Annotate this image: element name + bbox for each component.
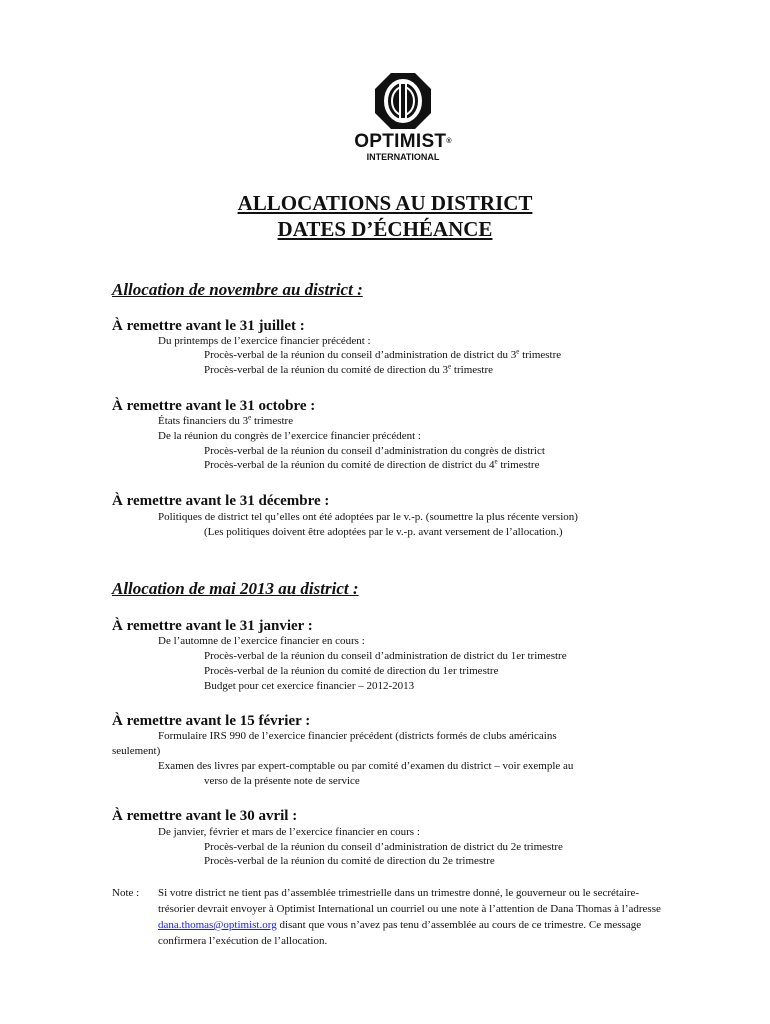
note-label: Note : — [112, 887, 140, 899]
list-line: Budget pour cet exercice financier – 2012-2013 — [204, 680, 415, 692]
optimist-logo — [348, 72, 458, 164]
list-line: Procès-verbal de la réunion du comité de direction du 1er trimestre — [204, 665, 499, 677]
optimist-emblem-icon — [374, 72, 432, 130]
logo-subtitle: INTERNATIONAL — [366, 152, 440, 162]
list-line: Procès-verbal de la réunion du comité de direction du 3e trimestre — [204, 362, 494, 376]
list-line: verso de la présente note de service — [204, 775, 360, 787]
list-line: Examen des livres par expert-comptable ou par comité d’examen du district – voir exemple au — [158, 760, 574, 772]
list-line: États financiers du 3e trimestre — [158, 413, 294, 427]
list-line: De la réunion du congrès de l’exercice financier précédent : — [158, 430, 421, 442]
list-line: Formulaire IRS 990 de l’exercice financier précédent (districts formés de clubs américains — [158, 730, 557, 742]
list-line: Procès-verbal de la réunion du conseil d’administration de district du 3e trimestre — [204, 347, 562, 361]
due-heading: À remettre avant le 31 janvier : — [112, 618, 313, 634]
list-line: Du printemps de l’exercice financier précédent : — [158, 335, 371, 347]
list-line: De janvier, février et mars de l’exercice financier en cours : — [158, 826, 420, 838]
logo-wordmark: OPTIMIST® — [354, 131, 452, 152]
list-line: De l’automne de l’exercice financier en cours : — [158, 635, 365, 647]
list-line: Procès-verbal de la réunion du conseil d’administration du congrès de district — [204, 445, 545, 457]
due-heading: À remettre avant le 31 juillet : — [112, 318, 305, 334]
list-line: seulement) — [112, 745, 161, 757]
page-title-line-2: DATES D’ÉCHÉANCE — [277, 217, 493, 241]
list-line: (Les politiques doivent être adoptées par le v.-p. avant versement de l’allocation.) — [204, 526, 563, 538]
list-line: Procès-verbal de la réunion du conseil d’administration de district du 2e trimestre — [204, 841, 563, 853]
due-heading: À remettre avant le 15 février : — [112, 713, 311, 729]
email-link[interactable]: dana.thomas@optimist.org — [158, 919, 277, 931]
section-heading-november: Allocation de novembre au district : — [112, 280, 363, 299]
list-line: Procès-verbal de la réunion du conseil d’administration de district du 1er trimestre — [204, 650, 567, 662]
page-title-line-1: ALLOCATIONS AU DISTRICT — [237, 191, 533, 215]
due-heading: À remettre avant le 31 octobre : — [112, 398, 316, 414]
due-heading: À remettre avant le 30 avril : — [112, 808, 298, 824]
note-text: Si votre district ne tient pas d’assemblée trimestrielle dans un trimestre donné, le gouverneur ou le secrétaire-trésorier devrait envoyer à Optimist International un courriel ou une note à l’attention de Dana Thomas à l’adresse dana.thomas@optimist.org disant que vous n’avez pas tenu d’assemblée au cours de ce trimestre. Ce message confirmera l’exécution de l’allocation. — [158, 887, 661, 947]
list-line: Procès-verbal de la réunion du comité de direction de district du 4e trimestre — [204, 457, 540, 471]
list-line: Procès-verbal de la réunion du comité de direction du 2e trimestre — [204, 855, 495, 867]
due-heading: À remettre avant le 31 décembre : — [112, 493, 330, 509]
list-line: Politiques de district tel qu’elles ont été adoptées par le v.-p. (soumettre la plus récente version) — [158, 511, 578, 523]
section-heading-may: Allocation de mai 2013 au district : — [112, 579, 359, 598]
